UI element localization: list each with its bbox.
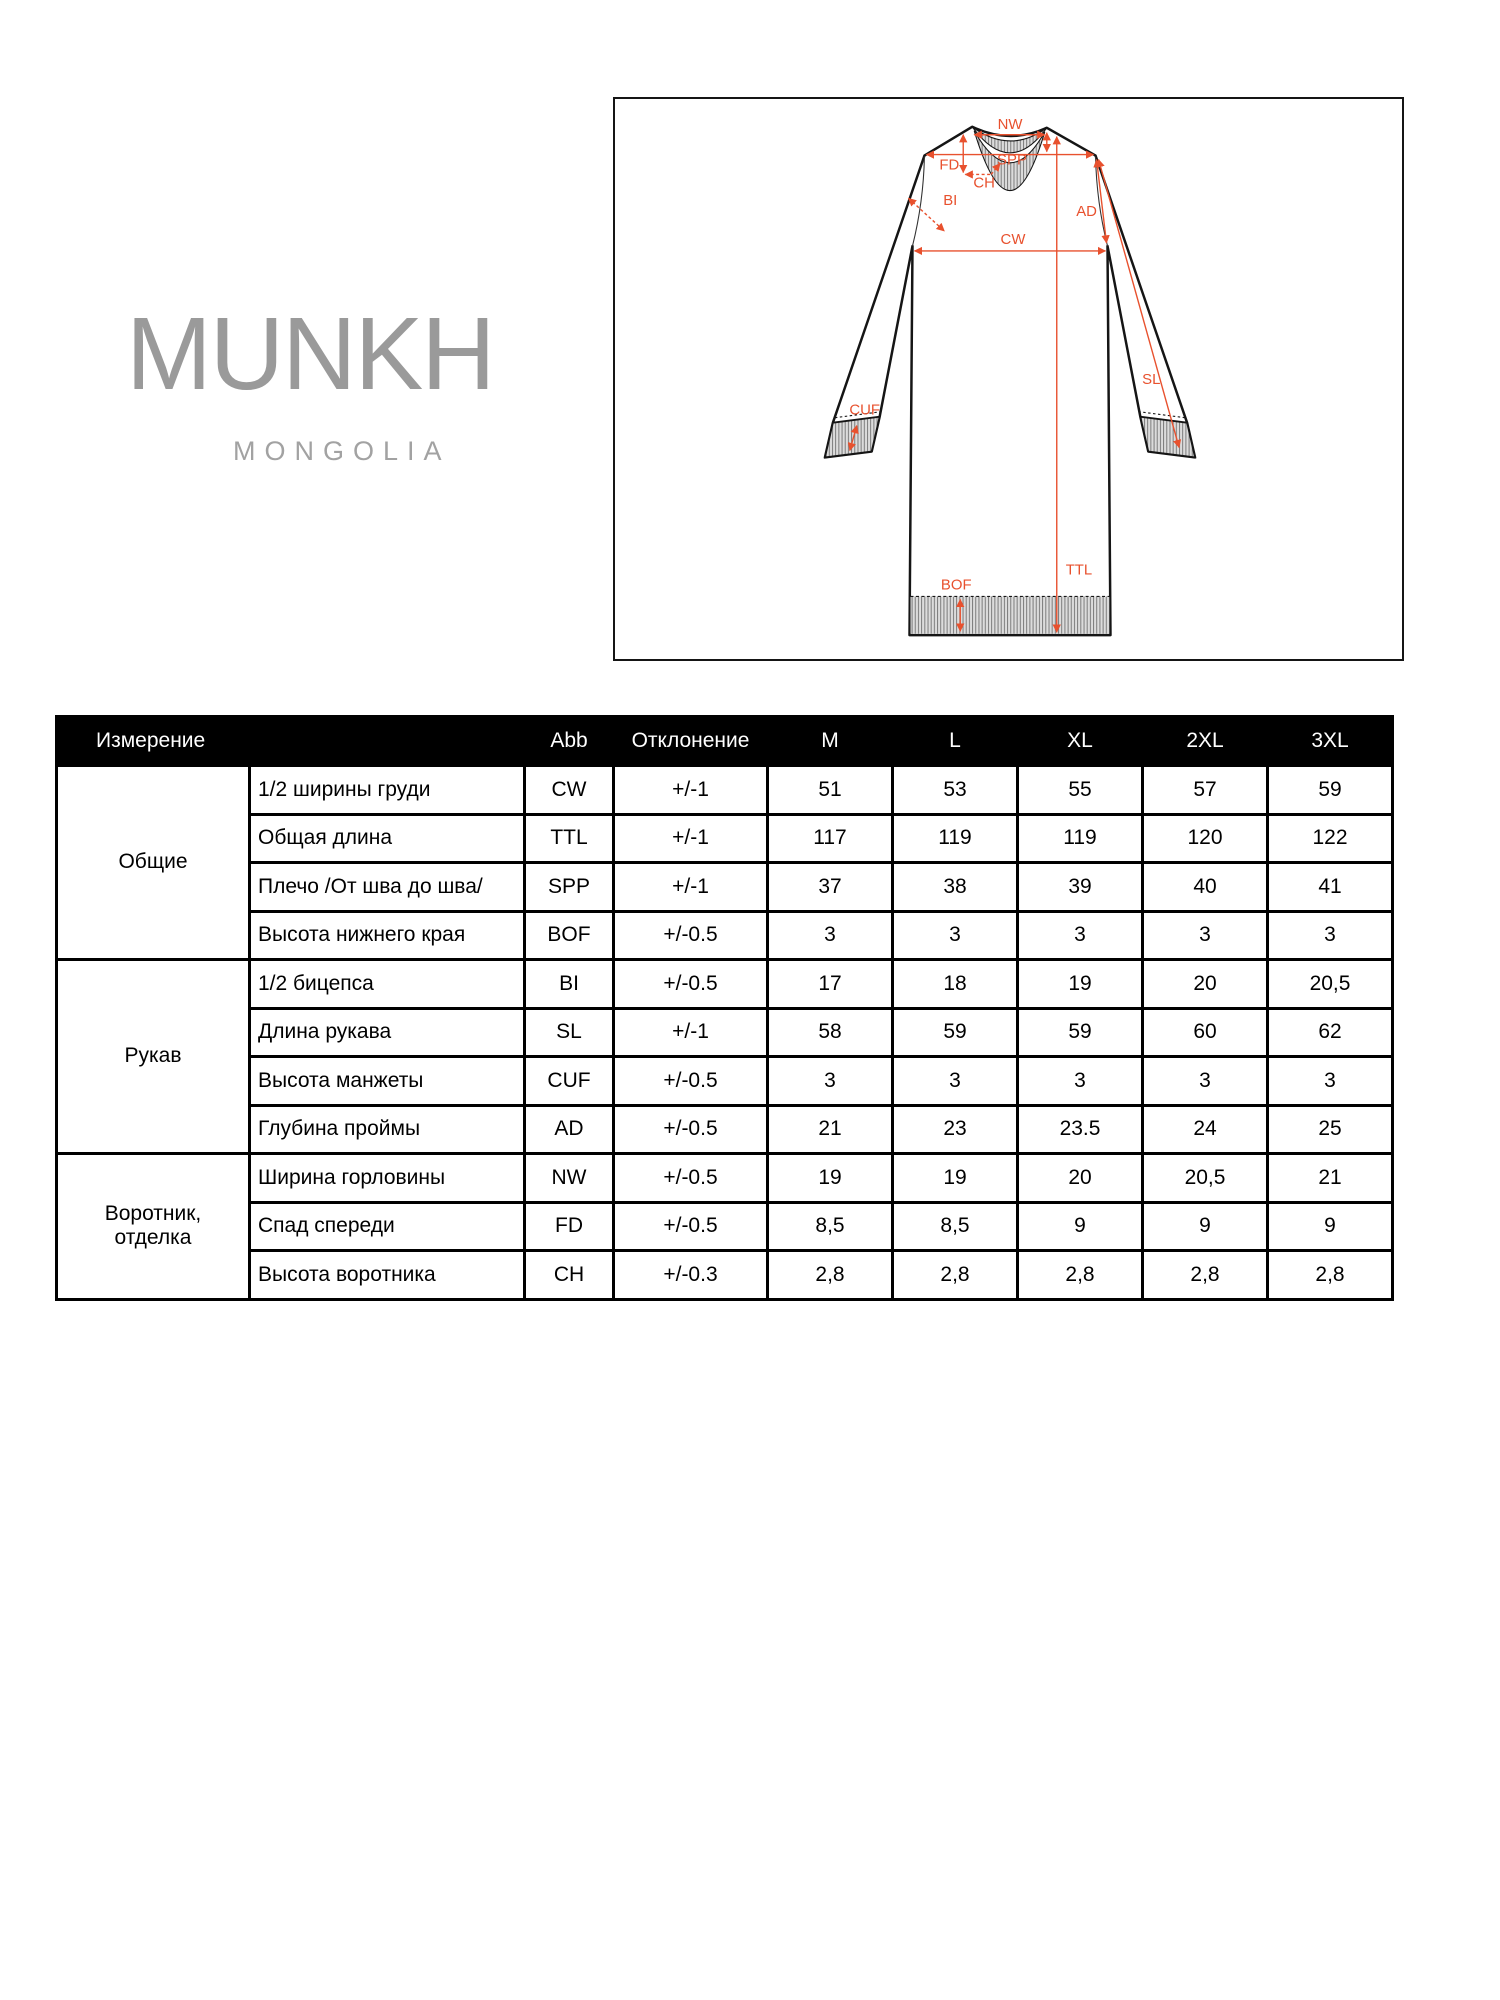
- fd-label: FD: [939, 157, 960, 174]
- cell-value: 3: [1143, 1057, 1268, 1106]
- table-row: [57, 1008, 1393, 1057]
- row-bi-abb: BI: [525, 960, 614, 1009]
- left-cuff: [825, 417, 880, 458]
- cell-value: 3: [1018, 911, 1143, 960]
- row-cw-name: 1/2 ширины груди: [250, 766, 525, 815]
- cell-value: 39: [1018, 863, 1143, 912]
- cell-value: 2,8: [1143, 1251, 1268, 1300]
- row-ttl-abb: TTL: [525, 814, 614, 863]
- row-cuf-abb: CUF: [525, 1057, 614, 1106]
- header-tolerance: Отклонение: [614, 717, 768, 766]
- ttl-label: TTL: [1065, 562, 1093, 579]
- cell-value: 3: [768, 1057, 893, 1106]
- cell-value: 53: [893, 766, 1018, 815]
- row-ad-abb: AD: [525, 1105, 614, 1154]
- bof-label: BOF: [940, 577, 972, 594]
- group-collar: Воротник, отделка: [57, 1154, 250, 1300]
- cell-value: 3: [1268, 911, 1393, 960]
- cell-value: 51: [768, 766, 893, 815]
- cell-value: 23.5: [1018, 1105, 1143, 1154]
- cell-value: 19: [1018, 960, 1143, 1009]
- cell-value: 3: [1018, 1057, 1143, 1106]
- cell-value: 20: [1018, 1154, 1143, 1203]
- cell-value: 120: [1143, 814, 1268, 863]
- row-cw-abb: CW: [525, 766, 614, 815]
- cell-value: 119: [893, 814, 1018, 863]
- spp-label: SPP: [997, 152, 1027, 169]
- cell-value: 3: [893, 911, 1018, 960]
- table-row: [57, 814, 1393, 863]
- row-bof-tol: +/-0.5: [614, 911, 768, 960]
- row-spp-abb: SPP: [525, 863, 614, 912]
- row-sl-abb: SL: [525, 1008, 614, 1057]
- table-row: [57, 960, 1393, 1009]
- cell-value: 2,8: [768, 1251, 893, 1300]
- cell-value: 117: [768, 814, 893, 863]
- cell-value: 20,5: [1268, 960, 1393, 1009]
- cell-value: 19: [893, 1154, 1018, 1203]
- table-row: [57, 1202, 1393, 1251]
- size-table: [55, 715, 1394, 1301]
- cell-value: 3: [1268, 1057, 1393, 1106]
- row-bi-tol: +/-0.5: [614, 960, 768, 1009]
- cell-value: 9: [1268, 1202, 1393, 1251]
- cell-value: 59: [1268, 766, 1393, 815]
- row-sl-tol: +/-1: [614, 1008, 768, 1057]
- ch-label: CH: [973, 175, 995, 192]
- row-cuf-name: Высота манжеты: [250, 1057, 525, 1106]
- cell-value: 3: [1143, 911, 1268, 960]
- table-row: [57, 1105, 1393, 1154]
- cell-value: 19: [768, 1154, 893, 1203]
- row-spp-tol: +/-1: [614, 863, 768, 912]
- nw-label: NW: [997, 116, 1023, 133]
- cell-value: 37: [768, 863, 893, 912]
- cell-value: 59: [893, 1008, 1018, 1057]
- right-cuff: [1140, 417, 1195, 458]
- garment-sketch: [615, 99, 1402, 659]
- row-bof-name: Высота нижнего края: [250, 911, 525, 960]
- cell-value: 21: [768, 1105, 893, 1154]
- cell-value: 20: [1143, 960, 1268, 1009]
- row-ttl-tol: +/-1: [614, 814, 768, 863]
- garment-diagram: [613, 97, 1404, 661]
- header-size-2xl: 2XL: [1143, 717, 1268, 766]
- header-measurement: Измерение: [57, 717, 525, 766]
- row-cuf-tol: +/-0.5: [614, 1057, 768, 1106]
- cell-value: 21: [1268, 1154, 1393, 1203]
- row-ad-name: Глубина проймы: [250, 1105, 525, 1154]
- cell-value: 3: [893, 1057, 1018, 1106]
- cell-value: 40: [1143, 863, 1268, 912]
- cell-value: 17: [768, 960, 893, 1009]
- row-bof-abb: BOF: [525, 911, 614, 960]
- ad-label: AD: [1076, 204, 1097, 221]
- row-nw-abb: NW: [525, 1154, 614, 1203]
- garment-outline: [825, 127, 1195, 635]
- row-ch-abb: CH: [525, 1251, 614, 1300]
- row-sl-name: Длина рукава: [250, 1008, 525, 1057]
- brand-logo: MUNKH: [126, 296, 494, 411]
- row-ch-tol: +/-0.3: [614, 1251, 768, 1300]
- bi-label: BI: [943, 193, 958, 210]
- header-abb: Abb: [525, 717, 614, 766]
- brand-subtitle: MONGOLIA: [233, 436, 451, 466]
- row-nw-tol: +/-0.5: [614, 1154, 768, 1203]
- cell-value: 24: [1143, 1105, 1268, 1154]
- group-general: Общие: [57, 766, 250, 960]
- row-fd-name: Спад спереди: [250, 1202, 525, 1251]
- cw-label: CW: [1000, 231, 1026, 248]
- cell-value: 38: [893, 863, 1018, 912]
- table-row: [57, 1251, 1393, 1300]
- hem-band: [910, 596, 1109, 633]
- header-size-3xl: 3XL: [1268, 717, 1393, 766]
- table-row: [57, 1154, 1393, 1203]
- row-ch-name: Высота воротника: [250, 1251, 525, 1300]
- cell-value: 62: [1268, 1008, 1393, 1057]
- row-cw-tol: +/-1: [614, 766, 768, 815]
- table-header-row: [57, 717, 1393, 766]
- header-size-xl: XL: [1018, 717, 1143, 766]
- cell-value: 2,8: [893, 1251, 1018, 1300]
- header-size-l: L: [893, 717, 1018, 766]
- cell-value: 119: [1018, 814, 1143, 863]
- cuf-label: CUF: [849, 402, 881, 419]
- cell-value: 41: [1268, 863, 1393, 912]
- cell-value: 18: [893, 960, 1018, 1009]
- cell-value: 23: [893, 1105, 1018, 1154]
- row-fd-tol: +/-0.5: [614, 1202, 768, 1251]
- table-row: [57, 766, 1393, 815]
- row-ttl-name: Общая длина: [250, 814, 525, 863]
- cell-value: 2,8: [1018, 1251, 1143, 1300]
- table-row: [57, 1057, 1393, 1106]
- cell-value: 58: [768, 1008, 893, 1057]
- cell-value: 25: [1268, 1105, 1393, 1154]
- cell-value: 2,8: [1268, 1251, 1393, 1300]
- cell-value: 8,5: [893, 1202, 1018, 1251]
- row-fd-abb: FD: [525, 1202, 614, 1251]
- cell-value: 9: [1018, 1202, 1143, 1251]
- cell-value: 8,5: [768, 1202, 893, 1251]
- cell-value: 3: [768, 911, 893, 960]
- cell-value: 55: [1018, 766, 1143, 815]
- cell-value: 9: [1143, 1202, 1268, 1251]
- row-nw-name: Ширина горловины: [250, 1154, 525, 1203]
- table-row: [57, 911, 1393, 960]
- group-sleeve: Рукав: [57, 960, 250, 1154]
- cell-value: 57: [1143, 766, 1268, 815]
- table-row: [57, 863, 1393, 912]
- cell-value: 60: [1143, 1008, 1268, 1057]
- header-size-m: M: [768, 717, 893, 766]
- cell-value: 122: [1268, 814, 1393, 863]
- row-spp-name: Плечо /От шва до шва/: [250, 863, 525, 912]
- cell-value: 59: [1018, 1008, 1143, 1057]
- row-ad-tol: +/-0.5: [614, 1105, 768, 1154]
- sl-label: SL: [1142, 371, 1161, 388]
- cell-value: 20,5: [1143, 1154, 1268, 1203]
- row-bi-name: 1/2 бицепса: [250, 960, 525, 1009]
